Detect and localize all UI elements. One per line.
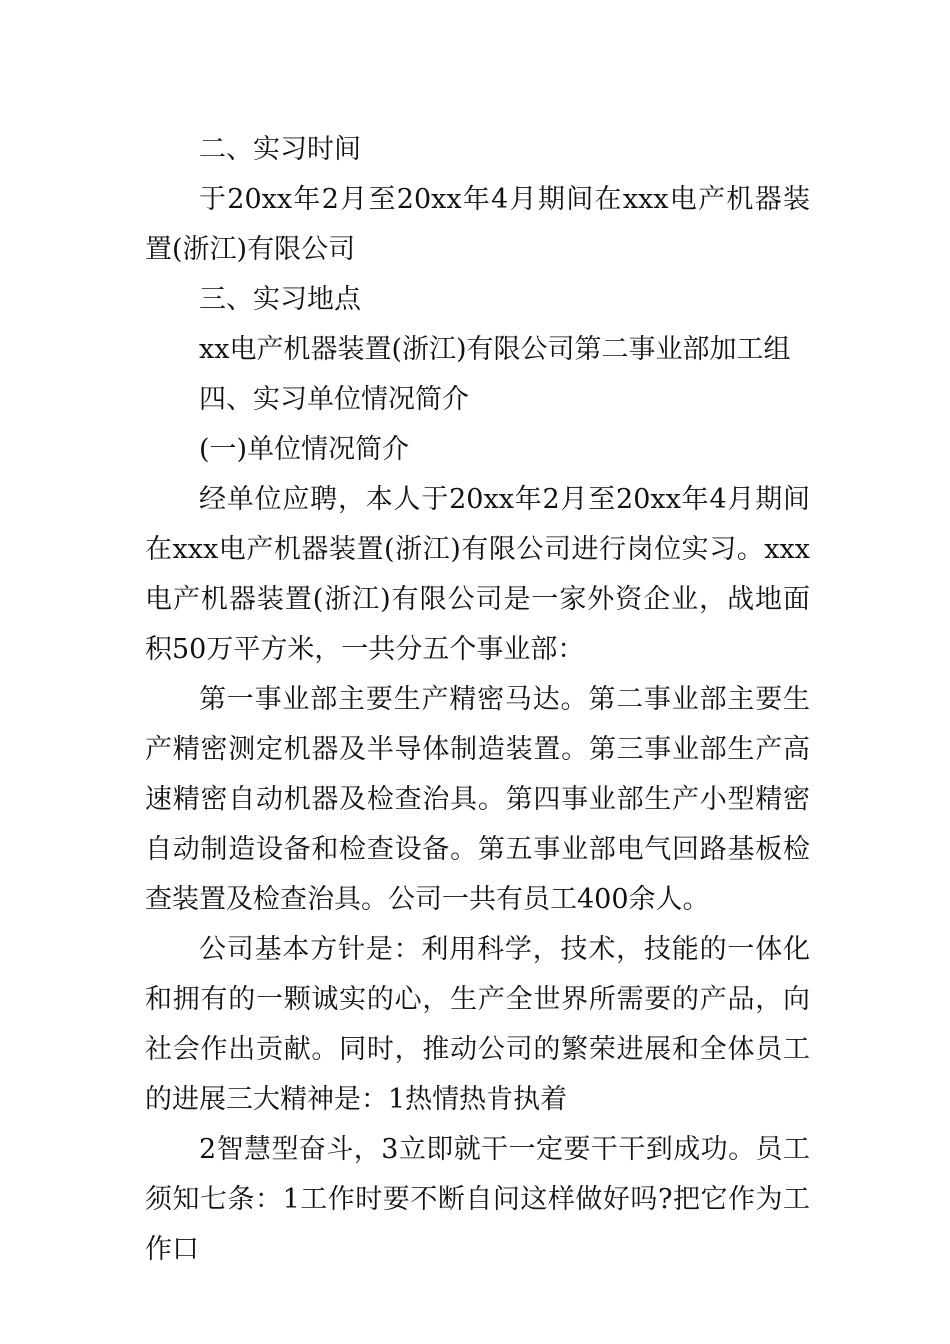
paragraph-business-divisions: 第一事业部主要生产精密马达。第二事业部主要生产精密测定机器及半导体制造装置。第三事业部生产高速精密自动机器及检查治具。第四事业部生产小型精密自动制造设备和检查设备。第五事业部电气回路基板检查装置及检查治具。公司一共有员工400余人。 — [145, 684, 810, 915]
section-heading-internship-location: 三、实习地点 — [199, 284, 361, 315]
paragraph-internship-time: 于20xx年2月至20xx年4月期间在xxx电产机器装置(浙江)有限公司 — [145, 184, 810, 265]
document-body — [145, 125, 810, 1275]
paragraph-internship-location: xx电产机器装置(浙江)有限公司第二事业部加工组 — [199, 334, 791, 365]
paragraph-employee-notes: 2智慧型奋斗，3立即就干一定要干干到成功。员工须知七条：1工作时要不断自问这样做好吗?把它作为工作口 — [145, 1134, 810, 1265]
paragraph-unit-intro: 经单位应聘，本人于20xx年2月至20xx年4月期间在xxx电产机器装置(浙江)有限公司进行岗位实习。xxx电产机器装置(浙江)有限公司是一家外资企业，战地面积50万平方米，一共分五个事业部： — [145, 484, 810, 665]
subsection-heading-unit-overview: (一)单位情况简介 — [199, 434, 410, 465]
paragraph-company-policy: 公司基本方针是：利用科学，技术，技能的一体化和拥有的一颗诚实的心，生产全世界所需要的产品，向社会作出贡献。同时，推动公司的繁荣进展和全体员工的进展三大精神是：1热情热肯执着 — [145, 934, 810, 1115]
section-heading-unit-overview: 四、实习单位情况简介 — [199, 384, 469, 415]
section-heading-internship-time: 二、实习时间 — [199, 134, 361, 165]
